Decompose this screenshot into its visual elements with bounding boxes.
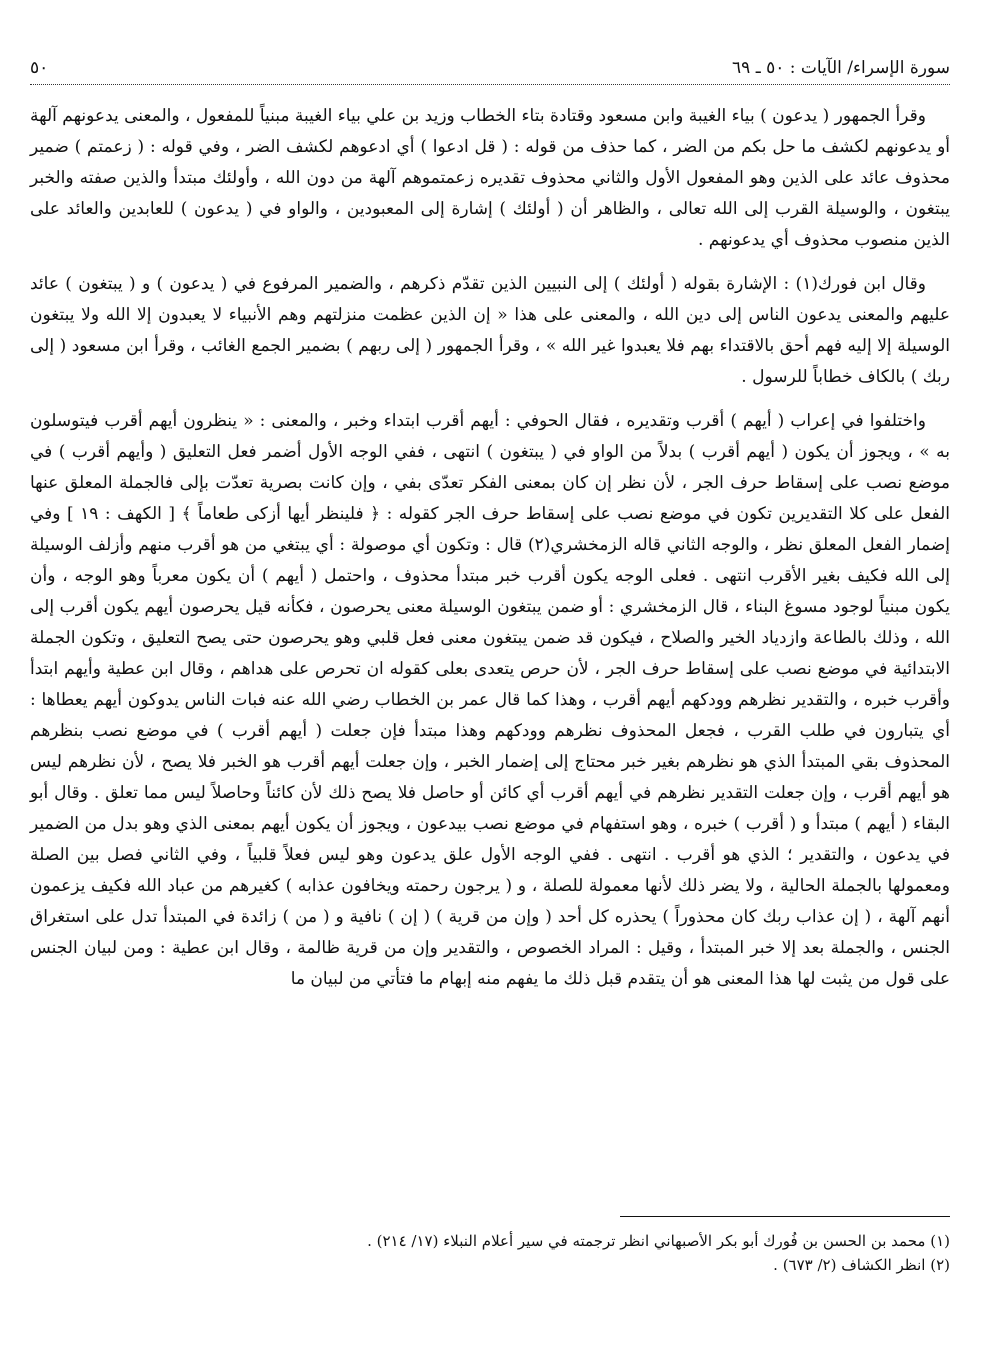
footnote: (٢) انظر الكشاف (٢/ ٦٧٣) . — [773, 1256, 950, 1274]
footnote-divider — [620, 1216, 950, 1217]
page-header — [30, 58, 950, 85]
running-title: سورة الإسراء/ الآيات : ٥٠ ـ ٦٩ — [732, 58, 950, 78]
page — [30, 58, 950, 1008]
paragraph: وقال ابن فورك(١) : الإشارة بقوله ( أولئك ) إلى النبيين الذين تقدّم ذكرهم ، والضمير المرفوع في ( يدعون ) و ( يبتغون ) عائد عليهم والمعنى يدعون الناس إلى دين الله ، والمعنى على هذا « إن الذين عظمت منزلتهم وهم الأنبياء لا يعبدون إلا الله ولا يبتغون الوسيلة إلا إليه فهم أحق بالاقتداء بهم فلا يعبدوا غير الله » ، وقرأ الجمهور ( إلى ربهم ) بضمير الجمع الغائب ، وقرأ ابن مسعود ( إلى ربك ) بالكاف خطاباً للرسول . — [30, 274, 950, 387]
page-number: ٥٠ — [30, 58, 49, 78]
paragraph: واختلفوا في إعراب ( أيهم ) أقرب وتقديره ، فقال الحوفي : أيهم أقرب ابتداء وخبر ، والمعنى : « ينظرون أيهم أقرب فيتوسلون به » ، ويجوز أن يكون ( أيهم أقرب ) بدلاً من الواو في ( يبتغون ) انتهى ، ففي الوجه الأول أضمر فعل التعليق ( وأيهم أقرب ) في موضع نصب على إسقاط حرف الجر ، لأن نظر إن كان بمعنى الفكر تعدّى بفي ، وإن كانت بصرية تعدّت بإلى فالجملة المعلق عنها الفعل على كلا التقديرين تكون في موضع نصب على إسقاط حرف الجر كقوله : ﴿ فلينظر أيها أزكى طعاماً ﴾ [ الكهف : ١٩ ] وفي إضمار الفعل المعلق نظر ، والوجه الثاني قاله الزمخشري(٢) قال : وتكون أي موصولة : أي يبتغي من هو أقرب منهم وأزلف الوسيلة إلى الله فكيف بغير الأقرب انتهى . فعلى الوجه يكون أقرب خبر مبتدأ محذوف ، واحتمل ( أيهم ) أن يكون معرباً وهو الوجه ، وأن يكون مبنياً لوجود مسوغ البناء ، قال الزمخشري : أو ضمن يبتغون الوسيلة معنى يحرصون ، فكأنه قيل يحرصون أيهم يكون أقرب إلى الله ، وذلك بالطاعة وازدياد الخير والصلاح ، فيكون قد ضمن يبتغون معنى فعل قلبي وهو يحرصون حتى يصح التعليق ، وتكون الجملة الابتدائية في موضع نصب على إسقاط حرف الجر ، لأن حرص يتعدى بعلى كقوله ان تحرص على هداهم ، وقال ابن عطية وأيهم ابتدأ وأقرب خبره ، والتقدير نظرهم وودكهم أيهم أقرب ، وهذا كما قال عمر بن الخطاب رضي الله عنه فبات الناس يدوكون أيهم يعطاها : أي يتبارون في طلب القرب ، فجعل المحذوف نظرهم وودكهم وهذا مبتدأ فإن جعلت ( أيهم أقرب ) في موضع نصب بنظرهم المحذوف بقي المبتدأ الذي هو نظرهم بغير خبر محتاج إلى إضمار الخبر ، وإن جعلت أيهم أقرب هو الخبر فلا يصح ، لأن نظرهم ليس هو أيهم أقرب ، وإن جعلت التقدير نظرهم في أيهم أقرب أي كائن أو حاصل فلا يصح ذلك لأن كائناً وحاصلاً ليس مما تعلق . وقال أبو البقاء ( أيهم ) مبتدأ و ( أقرب ) خبره ، وهو استفهام في موضع نصب بيدعون ، ويجوز أن يكون أيهم بمعنى الذي وهو بدل من الضمير في يدعون ، والتقدير ؛ الذي هو أقرب . انتهى . ففي الوجه الأول علق يدعون وهو ليس فعلاً قلبياً ، وفي الثاني فصل بين الصلة ومعمولها بالجملة الحالية ، ولا يضر ذلك لأنها معمولة للصلة ، و ( يرجون رحمته ويخافون عذابه ) كغيرهم من عباد الله فكيف يزعمون أنهم آلهة ، ( إن عذاب ربك كان محذوراً ) يحذره كل أحد ( وإن من قرية ) ( إن ) نافية و ( من ) زائدة في المبتدأ تدل على استغراق الجنس ، والجملة بعد إلا خبر المبتدأ ، وقيل : المراد الخصوص ، والتقدير وإن من قرية ظالمة ، وقال ابن عطية : ومن لبيان الجنس على قول من يثبت لها هذا المعنى هو أن يتقدم قبل ذلك ما يفهم منه إبهام ما فتأتي من لبيان ما — [30, 411, 951, 989]
footnote: (١) محمد بن الحسن بن فُورك أبو بكر الأصبهاني انظر ترجمته في سير أعلام النبلاء (١٧/ ٢١٤) . — [367, 1232, 950, 1250]
paragraph: وقرأ الجمهور ( يدعون ) بياء الغيبة وابن مسعود وقتادة بتاء الخطاب وزيد بن علي بياء الغيبة مبنياً للمفعول ، والمعنى يدعونهم آلهة أو يدعونهم لكشف ما حل بكم من الضر ، كما حذف من قوله : ( قل ادعوا ) أي ادعوهم لكشف الضر ، وفي قوله : ( زعمتم ) ضمير محذوف عائد على الذين وهو المفعول الأول والثاني محذوف تقديره زعمتموهم آلهة من دون الله ، وأولئك مبتدأ والذين صفته والخبر يبتغون ، والوسيلة القرب إلى الله تعالى ، والظاهر أن ( أولئك ) إشارة إلى المعبودين ، والواو في ( يدعون ) للعابدين والعائد على الذين منصوب محذوف أي يدعونهم . — [30, 106, 950, 250]
main-text — [30, 101, 950, 995]
footnotes — [30, 1216, 950, 1277]
